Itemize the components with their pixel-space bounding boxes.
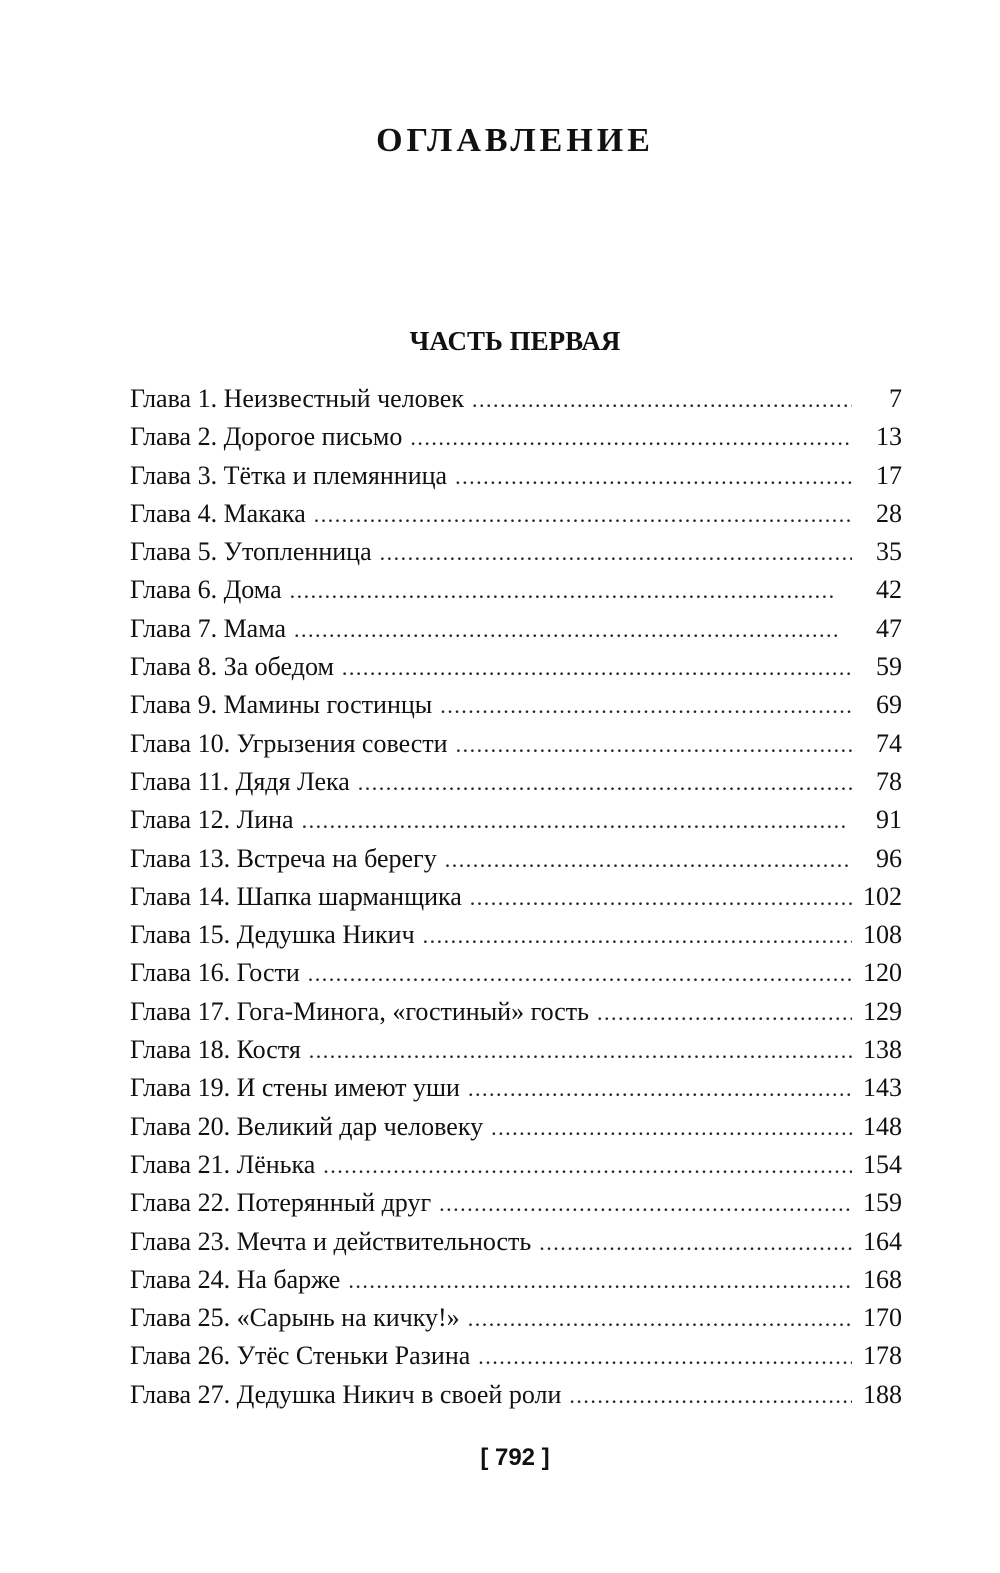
toc-entry-title: Глава 12. Лина: [130, 805, 294, 835]
dot-leader: [309, 1032, 852, 1070]
dot-leader: [410, 419, 852, 457]
toc-entry-page: 164: [863, 1226, 902, 1256]
page-number: [ 792 ]: [480, 1444, 550, 1471]
toc-entry[interactable]: [130, 840, 902, 878]
toc-entry-title: Глава 15. Дедушка Никич: [130, 920, 415, 950]
toc-entry[interactable]: [130, 610, 902, 648]
toc-entry-title: Глава 10. Угрызения совести: [130, 728, 448, 758]
toc-entry-page: 91: [876, 805, 902, 835]
toc-entry[interactable]: [130, 801, 902, 839]
toc-entry-title: Глава 13. Встреча на берегу: [130, 843, 437, 873]
toc-entry-page: 129: [863, 996, 902, 1026]
toc-entry-page: 13: [876, 422, 902, 452]
dot-leader: [302, 802, 852, 840]
toc-entry-page: 74: [876, 728, 902, 758]
toc-entry-page: 159: [863, 1188, 902, 1218]
toc-entry[interactable]: [130, 763, 902, 801]
toc-entry-title: Глава 18. Костя: [130, 1035, 301, 1065]
toc-entry[interactable]: [130, 1223, 902, 1261]
dot-leader: [597, 994, 852, 1032]
toc-entry[interactable]: [130, 1337, 902, 1375]
toc-entry-page: 59: [876, 652, 902, 682]
dot-leader: [468, 1070, 852, 1108]
toc-entry[interactable]: [130, 1031, 902, 1069]
toc-entry-page: 47: [876, 613, 902, 643]
part-title: ЧАСТЬ ПЕРВАЯ: [409, 326, 621, 356]
dot-leader: [569, 1377, 852, 1415]
toc-entry-title: Глава 24. На барже: [130, 1264, 341, 1294]
dot-leader: [478, 1338, 852, 1376]
toc-entry-title: Глава 20. Великий дар человеку: [130, 1111, 484, 1141]
toc-entry[interactable]: [130, 533, 902, 571]
toc-entry-title: Глава 9. Мамины гостинцы: [130, 690, 433, 720]
toc-entry-page: 168: [863, 1264, 902, 1294]
toc-entry[interactable]: [130, 457, 902, 495]
toc-entry[interactable]: [130, 1299, 902, 1337]
dot-leader: [470, 879, 852, 917]
toc-entry-page: 108: [863, 920, 902, 950]
toc-entry[interactable]: [130, 993, 902, 1031]
toc-entry-page: 28: [876, 498, 902, 528]
toc-entry-page: 78: [876, 766, 902, 796]
toc-entry[interactable]: [130, 418, 902, 456]
dot-leader: [358, 764, 852, 802]
dot-leader: [439, 1185, 852, 1223]
toc-entry-page: 188: [863, 1379, 902, 1409]
toc-entry-title: Глава 3. Тётка и племянница: [130, 460, 448, 490]
toc-entry-title: Глава 6. Дома: [130, 575, 282, 605]
toc-entry-page: 42: [876, 575, 902, 605]
toc-entry-title: Глава 8. За обедом: [130, 652, 334, 682]
toc-entry-page: 17: [876, 460, 902, 490]
toc-entry-title: Глава 16. Гости: [130, 958, 300, 988]
toc-entry[interactable]: [130, 1069, 902, 1107]
toc-entry-title: Глава 1. Неизвестный человек: [130, 384, 464, 413]
dot-leader: [440, 687, 852, 725]
toc-entry[interactable]: [130, 1184, 902, 1222]
table-of-contents: [130, 380, 902, 1414]
dot-leader: [294, 611, 852, 649]
toc-entry-title: Глава 22. Потерянный друг: [130, 1188, 432, 1218]
toc-entry-title: Глава 27. Дедушка Никич в своей роли: [130, 1379, 562, 1409]
toc-entry-page: 96: [876, 843, 902, 873]
toc-entry[interactable]: [130, 1108, 902, 1146]
toc-entry[interactable]: [130, 648, 902, 686]
toc-entry-page: 102: [863, 881, 902, 911]
dot-leader: [491, 1109, 852, 1147]
toc-entry-page: 178: [863, 1341, 902, 1371]
toc-entry-page: 170: [863, 1303, 902, 1333]
toc-entry-title: Глава 2. Дорогое письмо: [130, 422, 403, 452]
dot-leader: [539, 1224, 852, 1262]
dot-leader: [323, 1147, 852, 1185]
dot-leader: [290, 572, 852, 610]
toc-entry-page: 69: [876, 690, 902, 720]
toc-entry[interactable]: [130, 1261, 902, 1299]
dot-leader: [472, 381, 852, 419]
toc-entry-page: 35: [876, 537, 902, 567]
toc-entry-title: Глава 19. И стены имеют уши: [130, 1073, 460, 1103]
toc-entry-title: Глава 4. Макака: [130, 498, 306, 528]
toc-entry-title: Глава 7. Мама: [130, 613, 287, 643]
toc-entry[interactable]: [130, 380, 902, 418]
dot-leader: [348, 1262, 852, 1300]
toc-entry-title: Глава 11. Дядя Лека: [130, 766, 350, 796]
toc-entry-title: Глава 14. Шапка шарманщика: [130, 881, 462, 911]
dot-leader: [342, 649, 852, 687]
page-title: ОГЛАВЛЕНИЕ: [376, 122, 654, 159]
dot-leader: [308, 955, 852, 993]
toc-entry-page: 138: [863, 1035, 902, 1065]
toc-entry[interactable]: [130, 571, 902, 609]
toc-entry-page: 120: [863, 958, 902, 988]
toc-entry-title: Глава 21. Лёнька: [130, 1149, 316, 1179]
toc-entry[interactable]: [130, 686, 902, 724]
toc-entry-title: Глава 5. Утопленница: [130, 537, 372, 567]
toc-entry-page: 154: [863, 1149, 902, 1179]
toc-entry-page: 148: [863, 1111, 902, 1141]
toc-entry-title: Глава 17. Гога-Минога, «гостиный» гость: [130, 996, 590, 1026]
toc-entry[interactable]: [130, 878, 902, 916]
toc-entry[interactable]: [130, 495, 902, 533]
toc-entry[interactable]: [130, 1146, 902, 1184]
toc-entry[interactable]: [130, 725, 902, 763]
toc-entry-title: Глава 25. «Сарынь на кичку!»: [130, 1303, 460, 1333]
dot-leader: [423, 917, 852, 955]
dot-leader: [468, 1300, 852, 1338]
dot-leader: [455, 458, 852, 496]
dot-leader: [380, 534, 852, 572]
toc-entry-page: 7: [889, 384, 902, 413]
toc-entry-page: 143: [863, 1073, 902, 1103]
toc-entry-title: Глава 23. Мечта и действительность: [130, 1226, 532, 1256]
toc-entry[interactable]: [130, 1376, 902, 1414]
dot-leader: [445, 841, 852, 879]
dot-leader: [314, 496, 852, 534]
toc-entry[interactable]: [130, 954, 902, 992]
toc-entry-title: Глава 26. Утёс Стеньки Разина: [130, 1341, 471, 1371]
toc-entry[interactable]: [130, 916, 902, 954]
dot-leader: [456, 726, 852, 764]
